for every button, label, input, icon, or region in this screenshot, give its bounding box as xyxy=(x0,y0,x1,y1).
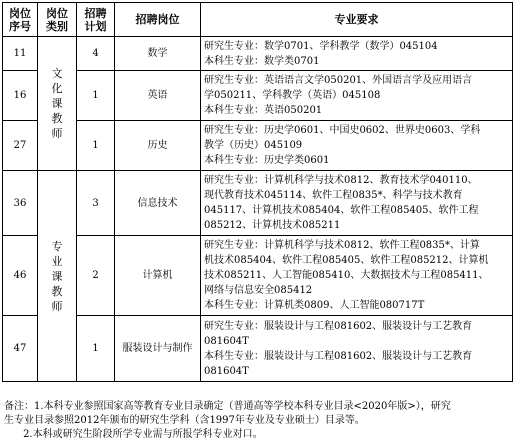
cell-quota: 1 xyxy=(77,121,115,171)
table-header-row xyxy=(3,3,513,37)
header-post-no: 岗位 序号 xyxy=(3,3,38,37)
cell-position: 数学 xyxy=(115,37,201,71)
cell-quota: 1 xyxy=(77,316,115,382)
cell-position: 信息技术 xyxy=(115,171,201,236)
header-quota: 招聘 计划 xyxy=(77,3,115,37)
cell-position: 计算机 xyxy=(115,236,201,316)
cell-post-no: 16 xyxy=(3,71,38,121)
table-row xyxy=(3,316,513,382)
cell-quota: 2 xyxy=(77,236,115,316)
note-line: 生专业目录参照2012年颁布的研究生学科（含1997年专业及专业硕士）目录等。 xyxy=(4,415,365,426)
notes xyxy=(4,400,512,442)
cell-post-no: 46 xyxy=(3,236,38,316)
cell-requirements: 研究生专业：计算机科学与技术0812、教育技术学040110、 现代教育技术045114、软件工程0835*、科学与技术教育 045117、计算机技术085404、软件工程085405、软件工程 085212、计算机技术085211 xyxy=(201,171,513,236)
table-row xyxy=(3,121,513,171)
cell-quota: 4 xyxy=(77,37,115,71)
note-line: 备注：1.本科专业参照国家高等教育专业目录确定（普通高等学校本科专业目录<2020年版>），研究 xyxy=(4,401,451,412)
cell-post-no: 36 xyxy=(3,171,38,236)
cell-post-no: 11 xyxy=(3,37,38,71)
header-position: 招聘岗位 xyxy=(115,3,201,37)
cell-category-professional: 专 业 课 教 师 xyxy=(38,171,77,382)
table-row xyxy=(3,37,513,71)
cell-quota: 1 xyxy=(77,71,115,121)
cell-requirements: 研究生专业：数学0701、学科教学（数学）045104 本科生专业：数学类0701 xyxy=(201,37,513,71)
cell-post-no: 27 xyxy=(3,121,38,171)
cell-position: 服装设计与制作 xyxy=(115,316,201,382)
cell-position: 历史 xyxy=(115,121,201,171)
cell-category-culture: 文 化 课 教 师 xyxy=(38,37,77,171)
header-post-type: 岗位 类别 xyxy=(38,3,77,37)
cell-position: 英语 xyxy=(115,71,201,121)
cell-requirements: 研究生专业：历史学0601、中国史0602、世界史0603、学科 教学（历史）045109 本科生专业：历史学类0601 xyxy=(201,121,513,171)
cell-requirements: 研究生专业：英语语言文学050201、外国语言学及应用语言 学050211、学科教学（英语）045108 本科生专业：英语050201 xyxy=(201,71,513,121)
table-row xyxy=(3,236,513,316)
cell-requirements: 研究生专业：计算机科学与技术0812、软件工程0835*、计算 机技术085404、软件工程085405、软件工程085212、计算机 技术085211、人工智能085410、大数据技术与工程085411、 网络与信息安全085412 本科生专业：计算机类0809、人工智能080717T xyxy=(201,236,513,316)
cell-quota: 3 xyxy=(77,171,115,236)
table-row xyxy=(3,171,513,236)
recruitment-table xyxy=(2,2,513,382)
cell-requirements: 研究生专业：服装设计与工程081602、服装设计与工艺教育 081604T 本科生专业：服装设计与工程081602、服装设计与工艺教育 081604T xyxy=(201,316,513,382)
table-row xyxy=(3,71,513,121)
note-line: 2.本科或研究生阶段所学专业需与所报学科专业对口。 xyxy=(4,429,263,440)
header-requirements: 专业要求 xyxy=(201,3,513,37)
cell-post-no: 47 xyxy=(3,316,38,382)
